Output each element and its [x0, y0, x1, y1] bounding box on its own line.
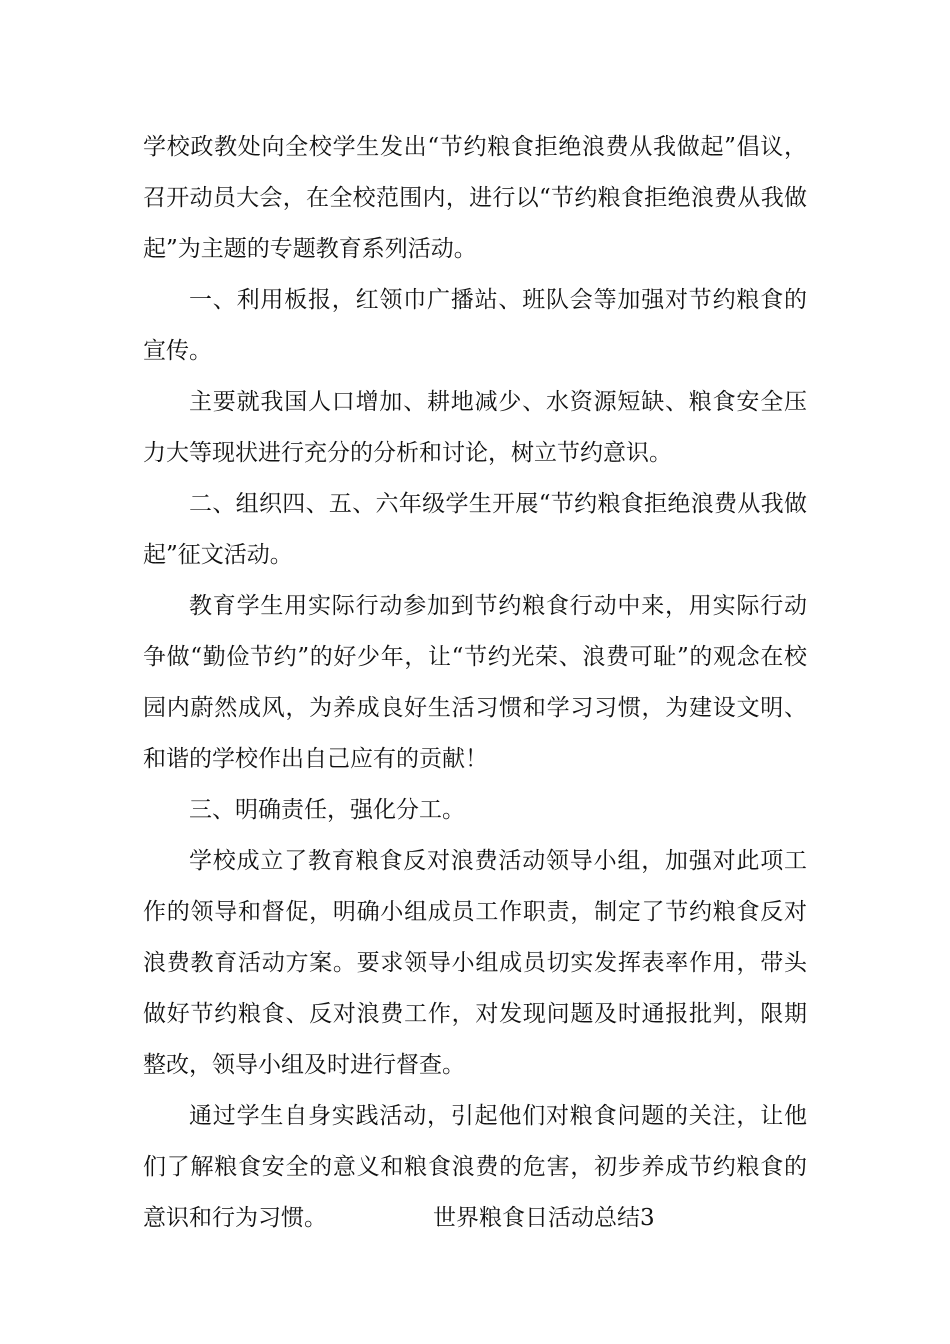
- paragraph-2: 一、利用板报，红领巾广播站、班队会等加强对节约粮食的宣传。: [143, 287, 807, 364]
- paragraph-5: 教育学生用实际行动参加到节约粮食行动中来，用实际行动争做“勤俭节约”的好少年，让“节约光荣、浪费可耻”的观念在校园内蔚然成风，为养成良好生活习惯和学习习惯，为建设文明、和谐的学校作出自己应有的贡献！: [143, 593, 807, 772]
- next-section-title: 世界粮食日活动总结3: [433, 1205, 655, 1231]
- paragraph-4: 二、组织四、五、六年级学生开展“节约粮食拒绝浪费从我做起”征文活动。: [143, 491, 807, 568]
- paragraph-6: 三、明确责任，强化分工。: [189, 797, 465, 823]
- document-page: [143, 122, 807, 1244]
- paragraph-3: 主要就我国人口增加、耕地减少、水资源短缺、粮食安全压力大等现状进行充分的分析和讨论，树立节约意识。: [143, 389, 807, 466]
- paragraph-1: 学校政教处向全校学生发出“节约粮食拒绝浪费从我做起”倡议，召开动员大会，在全校范围内，进行以“节约粮食拒绝浪费从我做起”为主题的专题教育系列活动。: [143, 134, 807, 262]
- paragraph-8: [143, 1091, 807, 1244]
- paragraph-8-text: 通过学生自身实践活动，引起他们对粮食问题的关注，让他们了解粮食安全的意义和粮食浪费的危害，初步养成节约粮食的意识和行为习惯。: [143, 1103, 807, 1231]
- paragraph-7: 学校成立了教育粮食反对浪费活动领导小组，加强对此项工作的领导和督促，明确小组成员工作职责，制定了节约粮食反对浪费教育活动方案。要求领导小组成员切实发挥表率作用，带头做好节约粮食、反对浪费工作，对发现问题及时通报批判，限期整改，领导小组及时进行督查。: [143, 848, 807, 1078]
